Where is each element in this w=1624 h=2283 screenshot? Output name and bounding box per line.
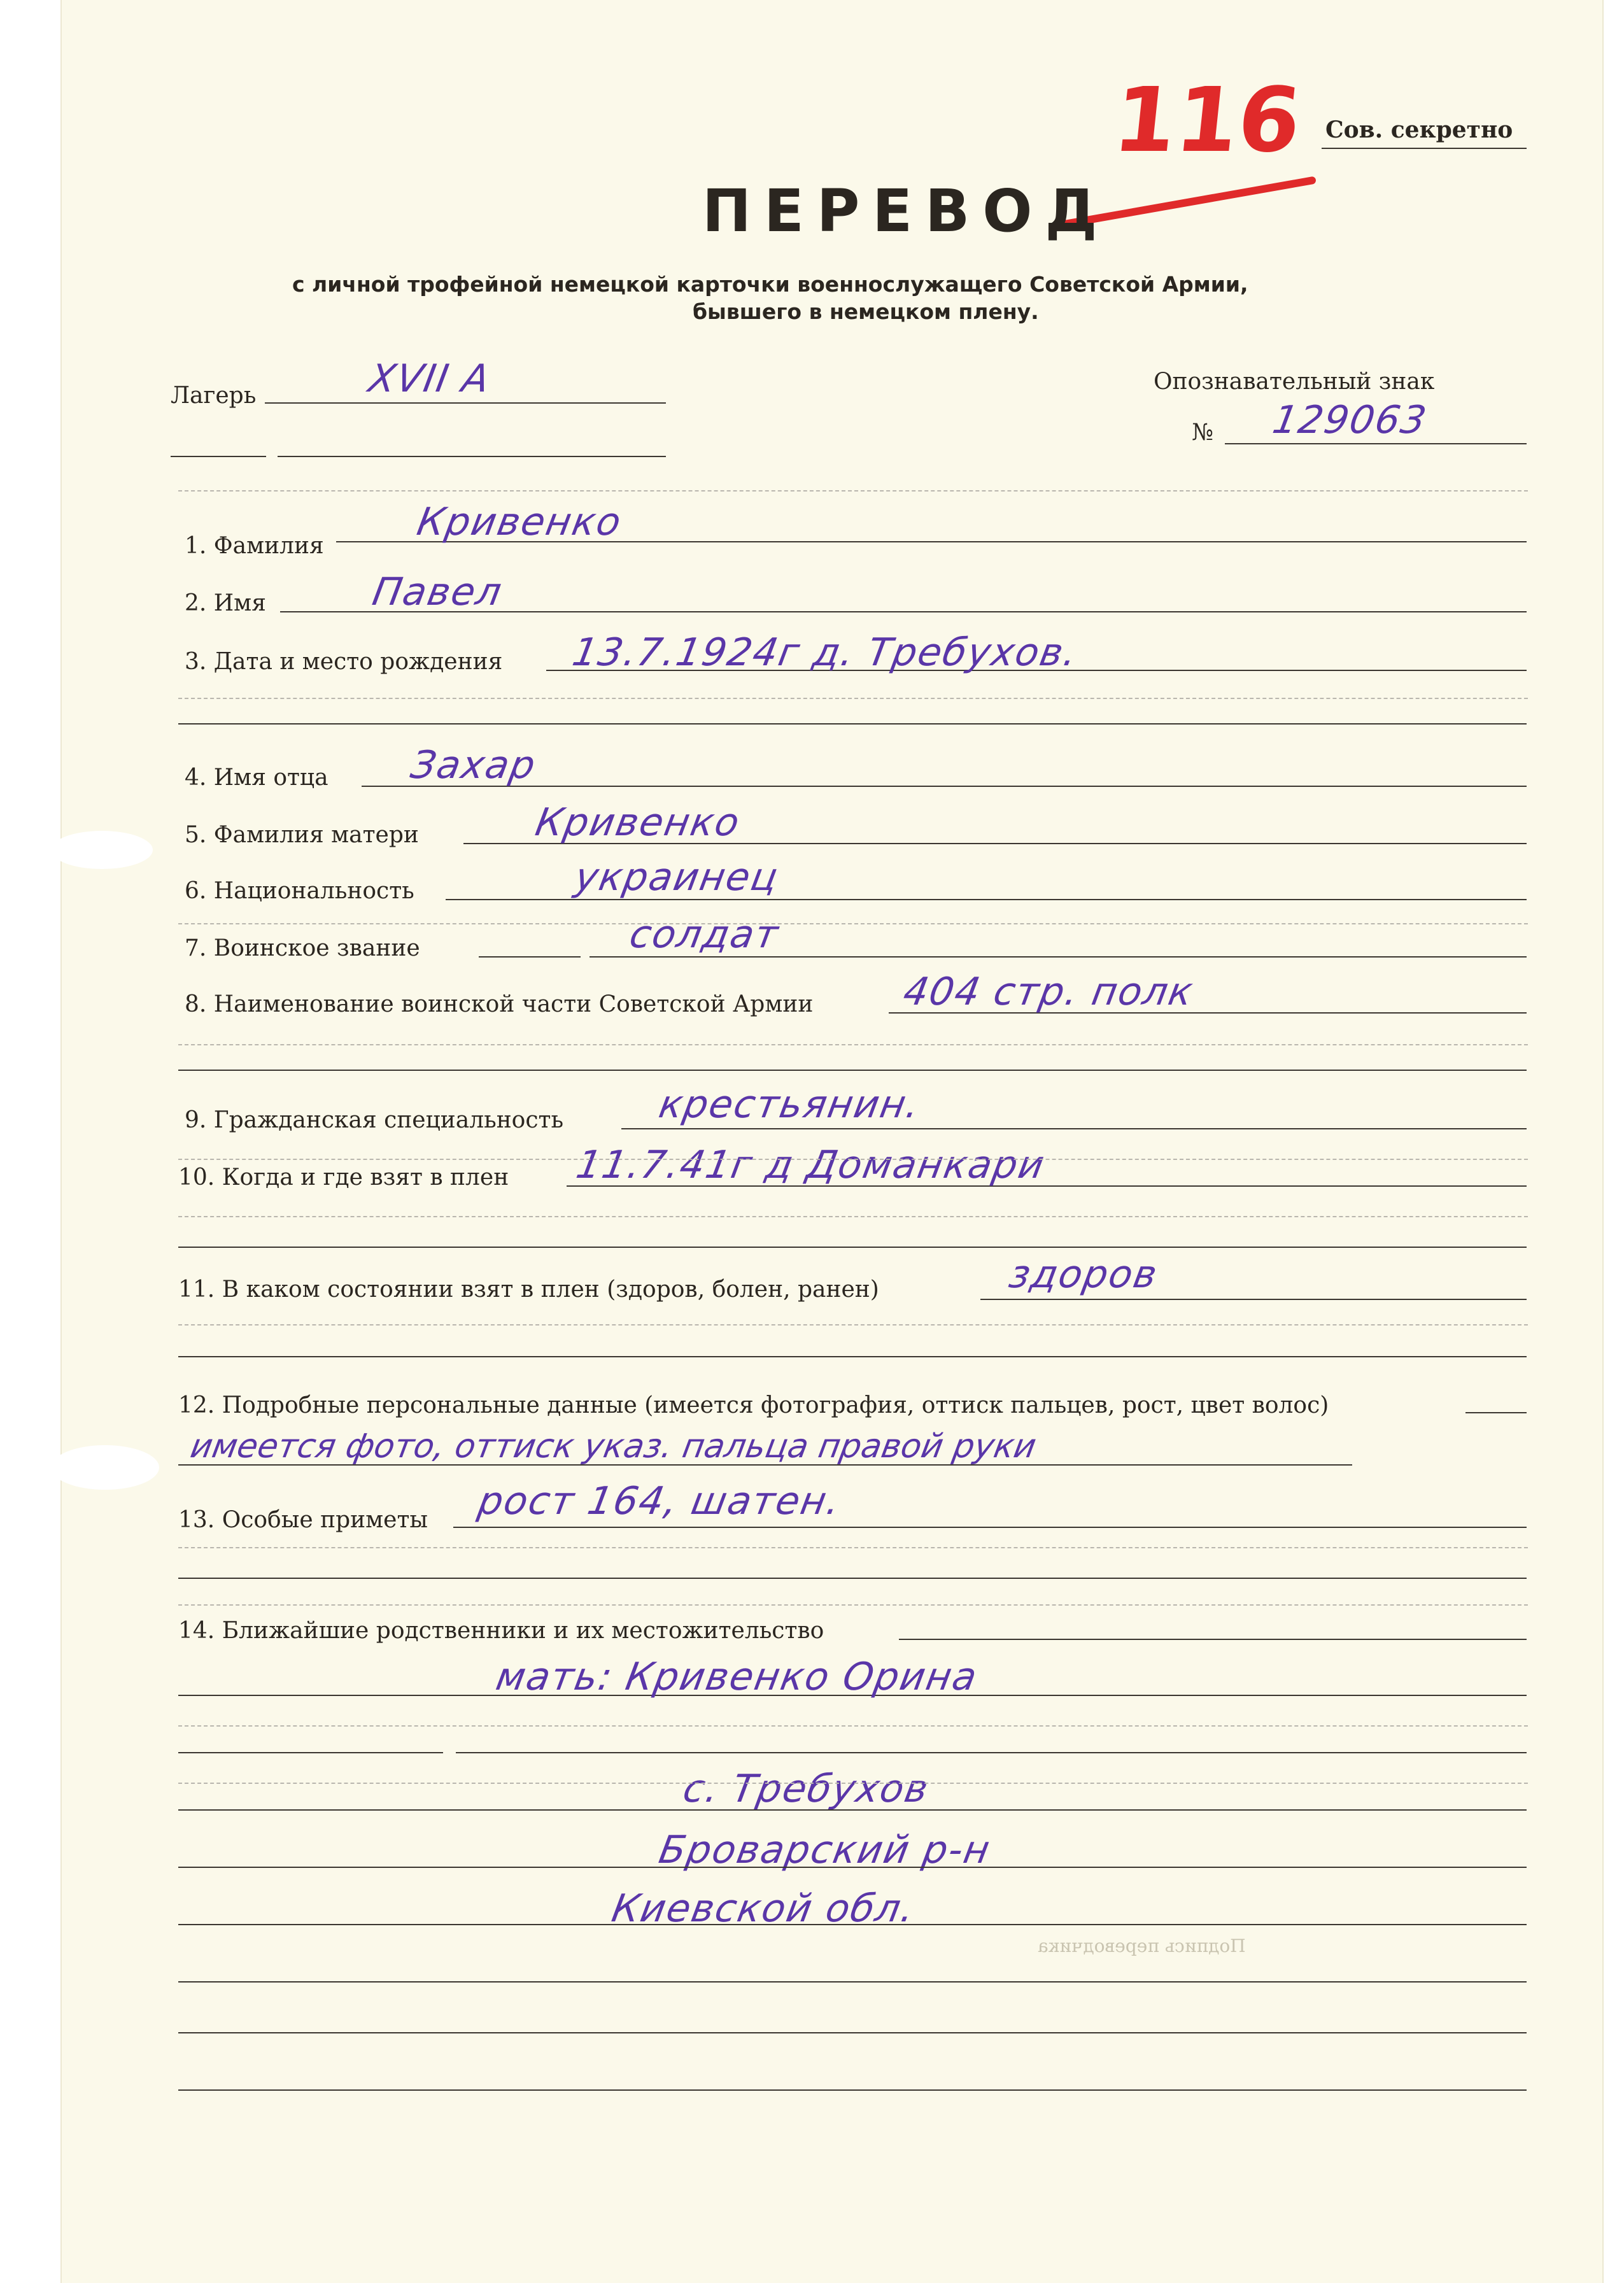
field-13-underline <box>453 1527 1527 1528</box>
field-1-value: Кривенко <box>413 500 626 544</box>
document-sheet <box>60 0 1604 2283</box>
field-11-value: здоров <box>1005 1252 1162 1297</box>
field-1-label: 1. Фамилия <box>185 533 324 559</box>
bleed-through-text: Подпись переводчика <box>1038 1935 1246 1956</box>
ruled-line <box>178 490 1528 491</box>
field-12-underline-2 <box>178 1464 1352 1466</box>
camp-value: XVII A <box>365 357 494 401</box>
field-7-label: 7. Воинское звание <box>185 935 420 961</box>
field-9-underline <box>621 1128 1527 1129</box>
field-10-value: 11.7.41г д Доманкари <box>572 1143 1049 1187</box>
field-8-value: 404 стр. полк <box>900 970 1197 1014</box>
field-9-label: 9. Гражданская специальность <box>185 1107 564 1133</box>
camp-label: Лагерь <box>171 383 257 409</box>
field-11-label: 11. В каком состоянии взят в плен (здоров, болен, ранен) <box>178 1276 879 1303</box>
field-5-value: Кривенко <box>532 800 744 845</box>
blank-line <box>178 1809 1527 1811</box>
tag-number-sign: № <box>1192 420 1214 446</box>
field-2-value: Павел <box>369 570 506 614</box>
field-6-value: украинец <box>571 855 782 900</box>
field-10-underline-2 <box>178 1247 1527 1248</box>
field-8-underline-2 <box>178 1070 1527 1071</box>
field-14-address-district: Броварский р-н <box>655 1828 994 1872</box>
field-14-underline <box>899 1639 1527 1640</box>
blank-line <box>178 2089 1527 2091</box>
field-13-label: 13. Особые приметы <box>178 1507 428 1533</box>
tear-notch-lower <box>51 1445 159 1490</box>
field-13-value: рост 164, шатен. <box>474 1479 845 1523</box>
field-10-label: 10. Когда и где взят в плен <box>178 1164 509 1191</box>
camp-underline-2a <box>171 456 266 457</box>
ruled-line <box>178 923 1528 924</box>
field-3-value: 13.7.1924г д. Требухов. <box>568 630 1082 675</box>
field-8-label: 8. Наименование воинской части Советской Армии <box>185 991 814 1017</box>
field-5-label: 5. Фамилия матери <box>185 822 419 848</box>
subtitle-line-1: с личной трофейной немецкой карточки военнослужащего Советской Армии, <box>292 272 1248 297</box>
subtitle-line-2: бывшего в немецком плену. <box>693 299 1039 324</box>
field-14-relative-line: мать: Кривенко Орина <box>492 1655 982 1699</box>
field-11-underline <box>980 1299 1527 1300</box>
ruled-line <box>178 1604 1528 1606</box>
ruled-line <box>178 698 1528 699</box>
ruled-line <box>178 1324 1528 1325</box>
field-14-underline-3a <box>178 1752 443 1753</box>
field-4-label: 4. Имя отца <box>185 765 328 791</box>
field-12-value: имеется фото, оттиск указ. пальца правой руки <box>187 1427 1040 1466</box>
tag-value: 129063 <box>1269 398 1431 442</box>
tear-notch-upper <box>51 831 153 869</box>
field-6-label: 6. Национальность <box>185 878 414 904</box>
field-12-label: 12. Подробные персональные данные (имеется фотография, оттиск пальцев, рост, цвет волос) <box>178 1392 1329 1418</box>
ruled-line <box>178 1044 1528 1045</box>
blank-line <box>178 1867 1527 1868</box>
ruled-line <box>178 1547 1528 1548</box>
field-14-label: 14. Ближайшие родственники и их местожительство <box>178 1618 824 1644</box>
field-9-value: крестьянин. <box>655 1082 924 1127</box>
classification-underline <box>1322 148 1527 149</box>
field-3-underline-2 <box>178 723 1527 724</box>
field-12-underline <box>1465 1412 1527 1413</box>
field-13-underline-2 <box>178 1578 1527 1579</box>
classification-stamp: Сов. секретно <box>1325 117 1513 143</box>
camp-underline <box>265 402 666 404</box>
field-14-underline-3b <box>456 1752 1527 1753</box>
camp-underline-2b <box>278 456 666 457</box>
tag-label: Опознавательный знак <box>1154 369 1435 395</box>
field-2-label: 2. Имя <box>185 590 266 616</box>
field-4-underline <box>362 786 1527 787</box>
blank-line <box>178 2032 1527 2033</box>
blank-line <box>178 1924 1527 1925</box>
field-11-underline-2 <box>178 1356 1527 1357</box>
ruled-line <box>178 1725 1528 1727</box>
tag-underline <box>1225 443 1527 444</box>
field-14-address-village: с. Требухов <box>679 1767 933 1811</box>
field-3-label: 3. Дата и место рождения <box>185 649 503 675</box>
field-14-address-region: Киевской обл. <box>608 1886 919 1931</box>
ruled-line <box>178 1159 1528 1160</box>
field-4-value: Захар <box>407 743 540 788</box>
field-7-underline-a <box>479 956 581 958</box>
file-number: 116 <box>1108 69 1306 173</box>
ruled-line <box>178 1783 1528 1784</box>
ruled-line <box>178 1216 1528 1217</box>
page-title: ПЕРЕВОД <box>702 177 1110 245</box>
blank-line <box>178 1981 1527 1983</box>
field-7-value: солдат <box>626 912 783 957</box>
